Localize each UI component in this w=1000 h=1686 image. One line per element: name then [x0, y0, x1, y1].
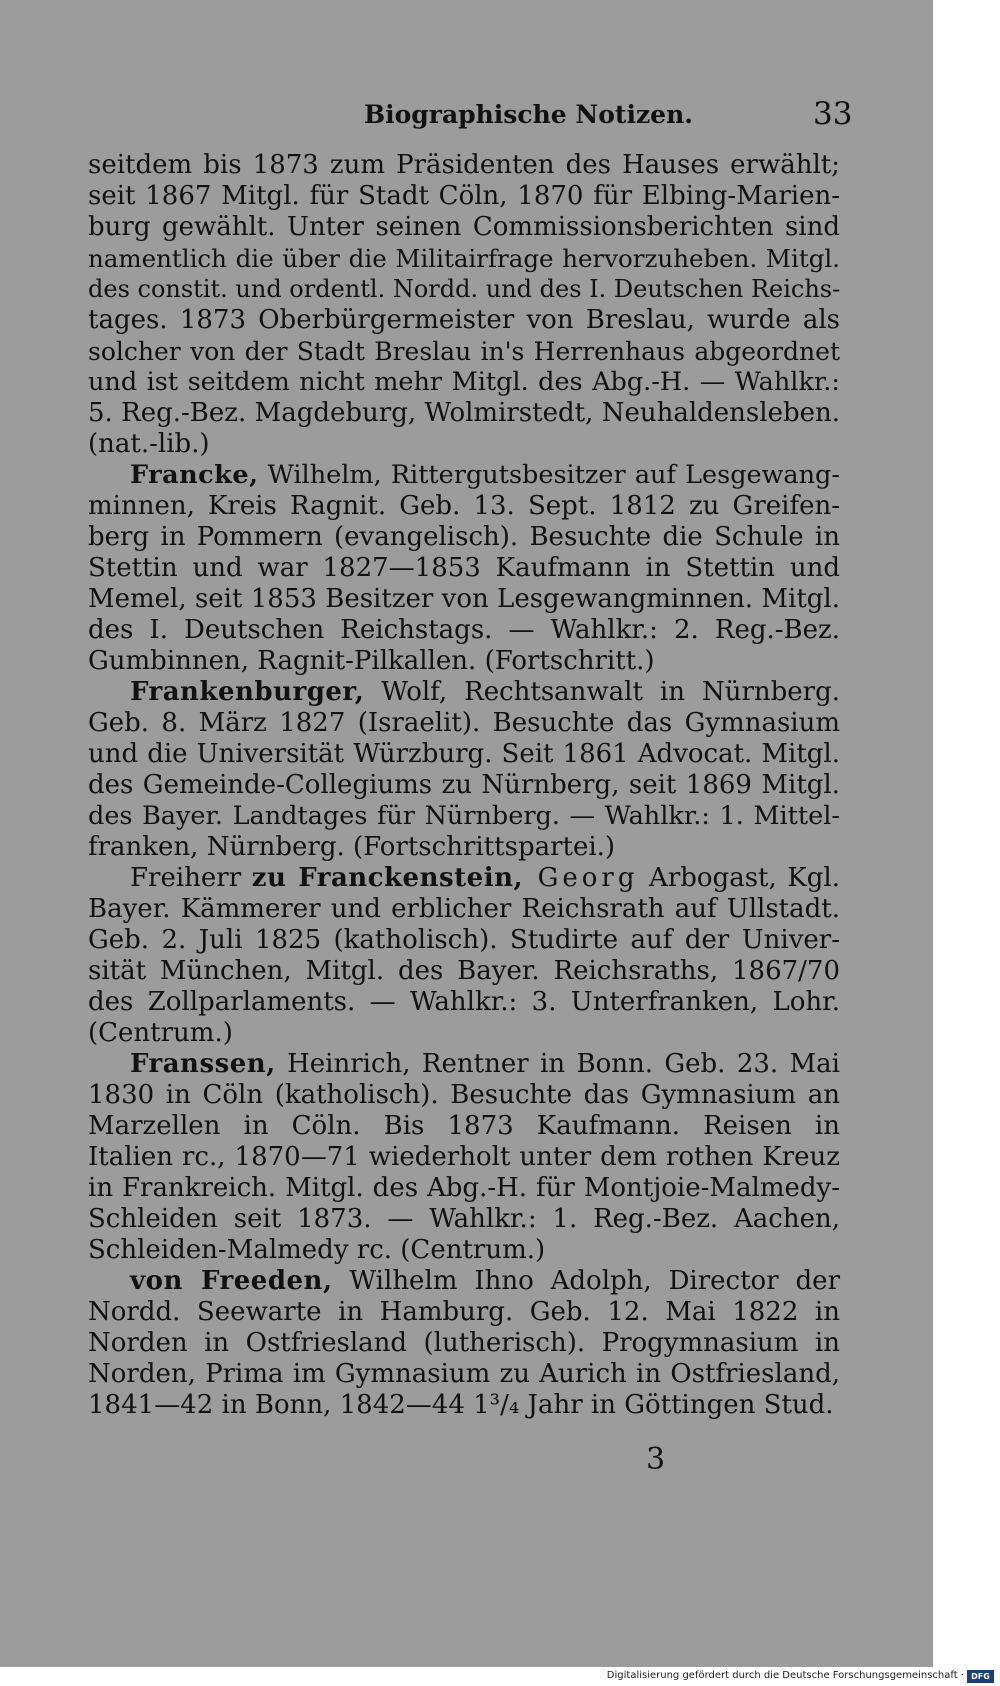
- footer-credit: Digitalisierung gefördert durch die Deutsche Forschungsgemeinschaft ·: [606, 1670, 964, 1681]
- line-text: (nat.-lib.): [88, 429, 210, 459]
- line-text: des Zollparlaments. — Wahlkr.: 3. Unterfranken, Lohr.: [88, 987, 840, 1017]
- line-text: namentlich die über die Militairfrage hervorzuheben. Mitgl.: [88, 244, 840, 273]
- line-text: Schleiden seit 1873. — Wahlkr.: 1. Reg.-Bez. Aachen,: [88, 1204, 840, 1234]
- text-line: [88, 243, 840, 274]
- text-line: [88, 1297, 840, 1328]
- page-header: [0, 96, 933, 136]
- text-line: [88, 553, 840, 584]
- line-text: Norden in Ostfriesland (lutherisch). Progymnasium in: [88, 1328, 840, 1358]
- biography-entry: [88, 460, 840, 677]
- line-text: Schleiden-Malmedy rc. (Centrum.): [88, 1235, 546, 1265]
- line-text: des Gemeinde-Collegiums zu Nürnberg, seit 1869 Mitgl.: [88, 770, 840, 800]
- text-line: [88, 646, 840, 677]
- line-text: Norden, Prima im Gymnasium zu Aurich in Ostfriesland,: [88, 1359, 840, 1389]
- person-name: von Freeden,: [130, 1266, 333, 1296]
- line-text: sität München, Mitgl. des Bayer. Reichsraths, 1867/70: [88, 956, 840, 986]
- text-line: [88, 584, 840, 615]
- line-text: des I. Deutschen Reichstags. — Wahlkr.: 2. Reg.-Bez.: [88, 615, 840, 645]
- running-title: Biographische Notizen.: [364, 100, 693, 129]
- line-text: Marzellen in Cöln. Bis 1873 Kaufmann. Reisen in: [88, 1111, 840, 1141]
- text-line: [88, 460, 840, 491]
- text-line: [88, 708, 840, 739]
- line-text: Stettin und war 1827—1853 Kaufmann in Stettin und: [88, 553, 840, 583]
- biography-entry: [88, 150, 840, 460]
- line-text: 5. Reg.-Bez. Magdeburg, Wolmirstedt, Neuhaldensleben.: [88, 398, 840, 428]
- line-text: seit 1867 Mitgl. für Stadt Cöln, 1870 für Elbing-Marien-: [88, 181, 840, 211]
- text-line: [88, 832, 840, 863]
- text-line: [88, 615, 840, 646]
- text-line: [88, 1328, 840, 1359]
- line-text: Geb. 2. Juli 1825 (katholisch). Studirte auf der Univer-: [88, 925, 840, 955]
- text-line: [88, 1018, 840, 1049]
- text-line: [88, 429, 840, 460]
- text-line: [88, 305, 840, 336]
- line-text: burg gewählt. Unter seinen Commissionsberichten sind: [88, 212, 840, 242]
- text-line: [88, 1266, 840, 1297]
- biography-entry: [88, 863, 840, 1049]
- text-line: [88, 274, 840, 305]
- text-line: [88, 863, 840, 894]
- line-text: Gumbinnen, Ragnit-Pilkallen. (Fortschritt.): [88, 646, 655, 676]
- line-text: des Bayer. Landtages für Nürnberg. — Wahlkr.: 1. Mittel-: [88, 801, 840, 831]
- given-name-spaced: Georg: [523, 863, 639, 893]
- line-text: Bayer. Kämmerer und erblicher Reichsrath auf Ullstadt.: [88, 894, 840, 924]
- text-line: [88, 956, 840, 987]
- text-line: [88, 1204, 840, 1235]
- line-text: solcher von der Stadt Breslau in's Herrenhaus abgeordnet: [88, 337, 840, 366]
- text-line: [88, 1390, 840, 1421]
- text-line: [88, 181, 840, 212]
- line-text: Italien rc., 1870—71 wiederholt unter dem rothen Kreuz: [88, 1142, 840, 1172]
- line-text: in Frankreich. Mitgl. des Abg.-H. für Montjoie-Malmedy-: [88, 1173, 840, 1203]
- line-text: Arbogast, Kgl.: [638, 863, 840, 893]
- person-name: Franssen,: [130, 1049, 276, 1079]
- line-text: 1841—42 in Bonn, 1842—44 1³/₄ Jahr in Göttingen Stud.: [88, 1390, 834, 1420]
- text-line: [88, 1049, 840, 1080]
- text-line: [88, 801, 840, 832]
- text-line: [88, 1359, 840, 1390]
- person-name: zu Franckenstein,: [251, 863, 524, 893]
- signature-mark: 3: [646, 1442, 666, 1477]
- text-line: [88, 336, 840, 367]
- text-line: [88, 150, 840, 181]
- line-text: und die Universität Würzburg. Seit 1861 Advocat. Mitgl.: [88, 739, 840, 769]
- text-line: [88, 1142, 840, 1173]
- line-text: und ist seitdem nicht mehr Mitgl. des Abg.-H. — Wahlkr.:: [88, 367, 840, 397]
- text-line: [88, 522, 840, 553]
- text-line: [88, 1111, 840, 1142]
- line-text: (Centrum.): [88, 1018, 233, 1048]
- name-prefix: Freiherr: [130, 863, 252, 893]
- text-line: [88, 987, 840, 1018]
- text-line: [88, 491, 840, 522]
- line-text: minnen, Kreis Ragnit. Geb. 13. Sept. 1812 zu Greifen-: [88, 491, 840, 521]
- line-text: berg in Pommern (evangelisch). Besuchte die Schule in: [88, 522, 840, 552]
- line-text: Nordd. Seewarte in Hamburg. Geb. 12. Mai 1822 in: [88, 1297, 840, 1327]
- line-text: tages. 1873 Oberbürgermeister von Breslau, wurde als: [88, 305, 840, 335]
- line-text: seitdem bis 1873 zum Präsidenten des Hauses erwählt;: [88, 150, 840, 180]
- line-text: des constit. und ordentl. Nordd. und des I. Deutschen Reichs-: [88, 275, 841, 303]
- text-line: [88, 1235, 840, 1266]
- dfg-logo: DFG: [967, 1670, 994, 1683]
- text-line: [88, 677, 840, 708]
- line-text: Heinrich, Rentner in Bonn. Geb. 23. Mai: [275, 1049, 840, 1079]
- text-line: [88, 894, 840, 925]
- text-line: [88, 925, 840, 956]
- footer: [0, 1667, 1000, 1686]
- text-line: [88, 1173, 840, 1204]
- text-line: [88, 770, 840, 801]
- page-number: 33: [813, 96, 853, 132]
- person-name: Frankenburger,: [130, 677, 365, 707]
- biography-entry: [88, 1049, 840, 1266]
- biography-entry: [88, 1266, 840, 1421]
- line-text: Memel, seit 1853 Besitzer von Lesgewangminnen. Mitgl.: [88, 584, 840, 614]
- line-text: 1830 in Cöln (katholisch). Besuchte das Gymnasium an: [88, 1080, 840, 1110]
- text-line: [88, 367, 840, 398]
- text-line: [88, 1080, 840, 1111]
- text-line: [88, 398, 840, 429]
- line-text: Wilhelm, Rittergutsbesitzer auf Lesgewang-: [258, 460, 840, 490]
- line-text: franken, Nürnberg. (Fortschrittspartei.): [88, 832, 616, 862]
- biography-entry: [88, 677, 840, 863]
- text-line: [88, 212, 840, 243]
- person-name: Francke,: [130, 460, 259, 490]
- line-text: Wolf, Rechtsanwalt in Nürnberg.: [364, 677, 840, 707]
- line-text: Wilhelm Ihno Adolph, Director der: [332, 1266, 840, 1296]
- line-text: Geb. 8. März 1827 (Israelit). Besuchte das Gymnasium: [88, 708, 840, 738]
- body-text: [88, 150, 840, 1421]
- text-line: [88, 739, 840, 770]
